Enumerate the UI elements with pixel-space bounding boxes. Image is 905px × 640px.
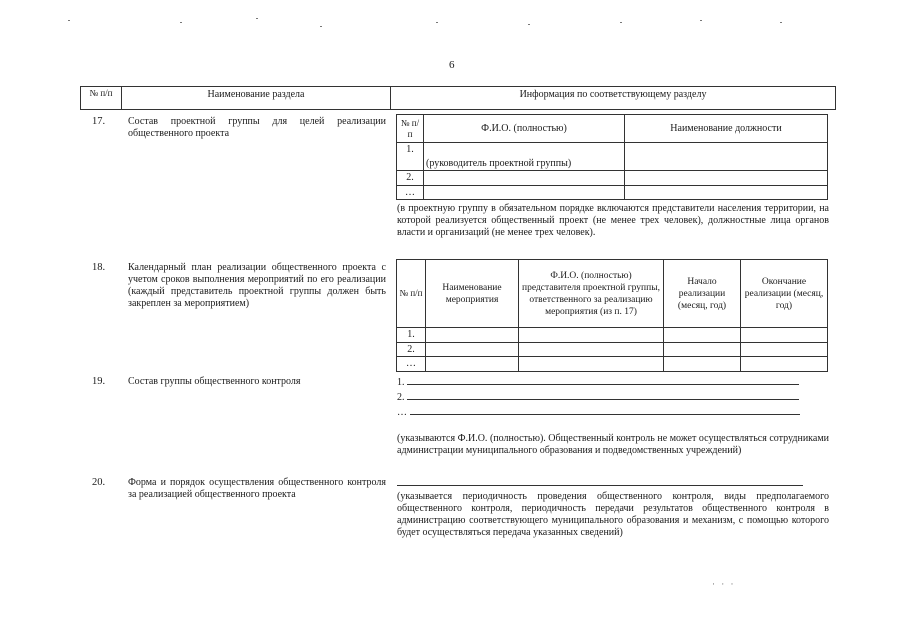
control-line-1-blank — [407, 375, 799, 385]
control-line-2-label: 2. — [397, 392, 405, 403]
control-group-line-1 — [397, 375, 799, 390]
scan-artifact-corner: · · · — [712, 579, 736, 589]
pg-row1-note: (руководитель проектной группы) — [424, 143, 625, 171]
cp-row1-num: 1. — [397, 328, 426, 343]
row-20-note: (указывается периодичность проведения общественного контроля, виды предполагаемого общественного контроля, периодичность передачи результатов общественного контроля в администрацию соответствующего муниципального образования и механизм, с помощью которого будет осуществляться передача указанных сведений) — [397, 491, 829, 538]
row-18-name: Календарный план реализации общественного проекта с учетом сроков выполнения мероприятий по его реализации (каждый представитель проектной группы должен быть закреплен за мероприятием) — [128, 262, 386, 309]
pg-row2-fio — [424, 171, 625, 186]
control-line-1-label: 1. — [397, 377, 405, 388]
pg-row1-position — [625, 143, 828, 171]
row-18-num: 18. — [92, 262, 106, 273]
cp-col-num: № п/п — [397, 260, 426, 328]
pg-row3-fio — [424, 185, 625, 200]
header-info: Информация по соответствующему разделу — [519, 89, 707, 100]
calendar-plan-table — [396, 259, 828, 372]
cp-col-event: Наименование мероприятия — [426, 260, 519, 328]
row-17-name: Состав проектной группы для целей реализации общественного проекта — [128, 116, 386, 139]
cp-row2-start — [664, 342, 741, 357]
pg-row3-num: … — [397, 185, 424, 200]
control-group-line-2 — [397, 390, 799, 405]
pg-row2-num: 2. — [397, 171, 424, 186]
cp-row2-num: 2. — [397, 342, 426, 357]
pg-row3-position — [625, 185, 828, 200]
pg-col-fio: Ф.И.О. (полностью) — [424, 115, 625, 143]
header-num: № п/п — [81, 87, 122, 109]
control-line-3-blank — [410, 405, 800, 415]
row-19-name: Состав группы общественного контроля — [128, 376, 301, 387]
row-20-blank-line — [397, 476, 803, 491]
page-number: 6 — [449, 59, 455, 71]
cp-row3-end — [741, 357, 828, 372]
scan-artifacts — [60, 16, 840, 30]
cp-row3-start — [664, 357, 741, 372]
row-19-note: (указываются Ф.И.О. (полностью). Общественный контроль не может осуществляться сотрудниками администрации муниципального образования и подведомственных учреждений) — [397, 433, 829, 456]
cp-row2-responsible — [519, 342, 664, 357]
cp-row2-event — [426, 342, 519, 357]
cp-row3-event — [426, 357, 519, 372]
row-20-name: Форма и порядок осуществления общественного контроля за реализацией общественного проекта — [128, 477, 386, 500]
control-line-3-label: … — [397, 407, 407, 418]
cp-row3-responsible — [519, 357, 664, 372]
cp-row1-responsible — [519, 328, 664, 343]
cp-row1-end — [741, 328, 828, 343]
pg-col-num: № п/п — [397, 115, 424, 143]
project-group-table — [396, 114, 828, 200]
table-header — [80, 86, 836, 110]
cp-row2-end — [741, 342, 828, 357]
cp-row1-event — [426, 328, 519, 343]
pg-col-position: Наименование должности — [625, 115, 828, 143]
pg-row2-position — [625, 171, 828, 186]
cp-row1-start — [664, 328, 741, 343]
row-20-num: 20. — [92, 477, 106, 488]
header-section-name: Наименование раздела — [122, 87, 391, 109]
cp-col-start: Начало реализации (месяц, год) — [664, 260, 741, 328]
control-line-2-blank — [407, 390, 799, 400]
cp-col-responsible: Ф.И.О. (полностью) представителя проектной группы, ответственного за реализацию мероприятия (из п. 17) — [519, 260, 664, 328]
row-17-num: 17. — [92, 116, 106, 127]
pg-row1-num: 1. — [397, 143, 424, 171]
row-20-blank — [397, 476, 803, 486]
row-17-note: (в проектную группу в обязательном порядке включаются представители населения территории, на которой реализуется общественный проект (не менее трех человек), должностные лица органов власти и организаций (не менее трех человек). — [397, 203, 829, 238]
cp-col-end: Окончание реализации (месяц, год) — [741, 260, 828, 328]
cp-row3-num: … — [397, 357, 426, 372]
row-19-num: 19. — [92, 376, 106, 387]
control-group-line-3 — [397, 405, 800, 420]
